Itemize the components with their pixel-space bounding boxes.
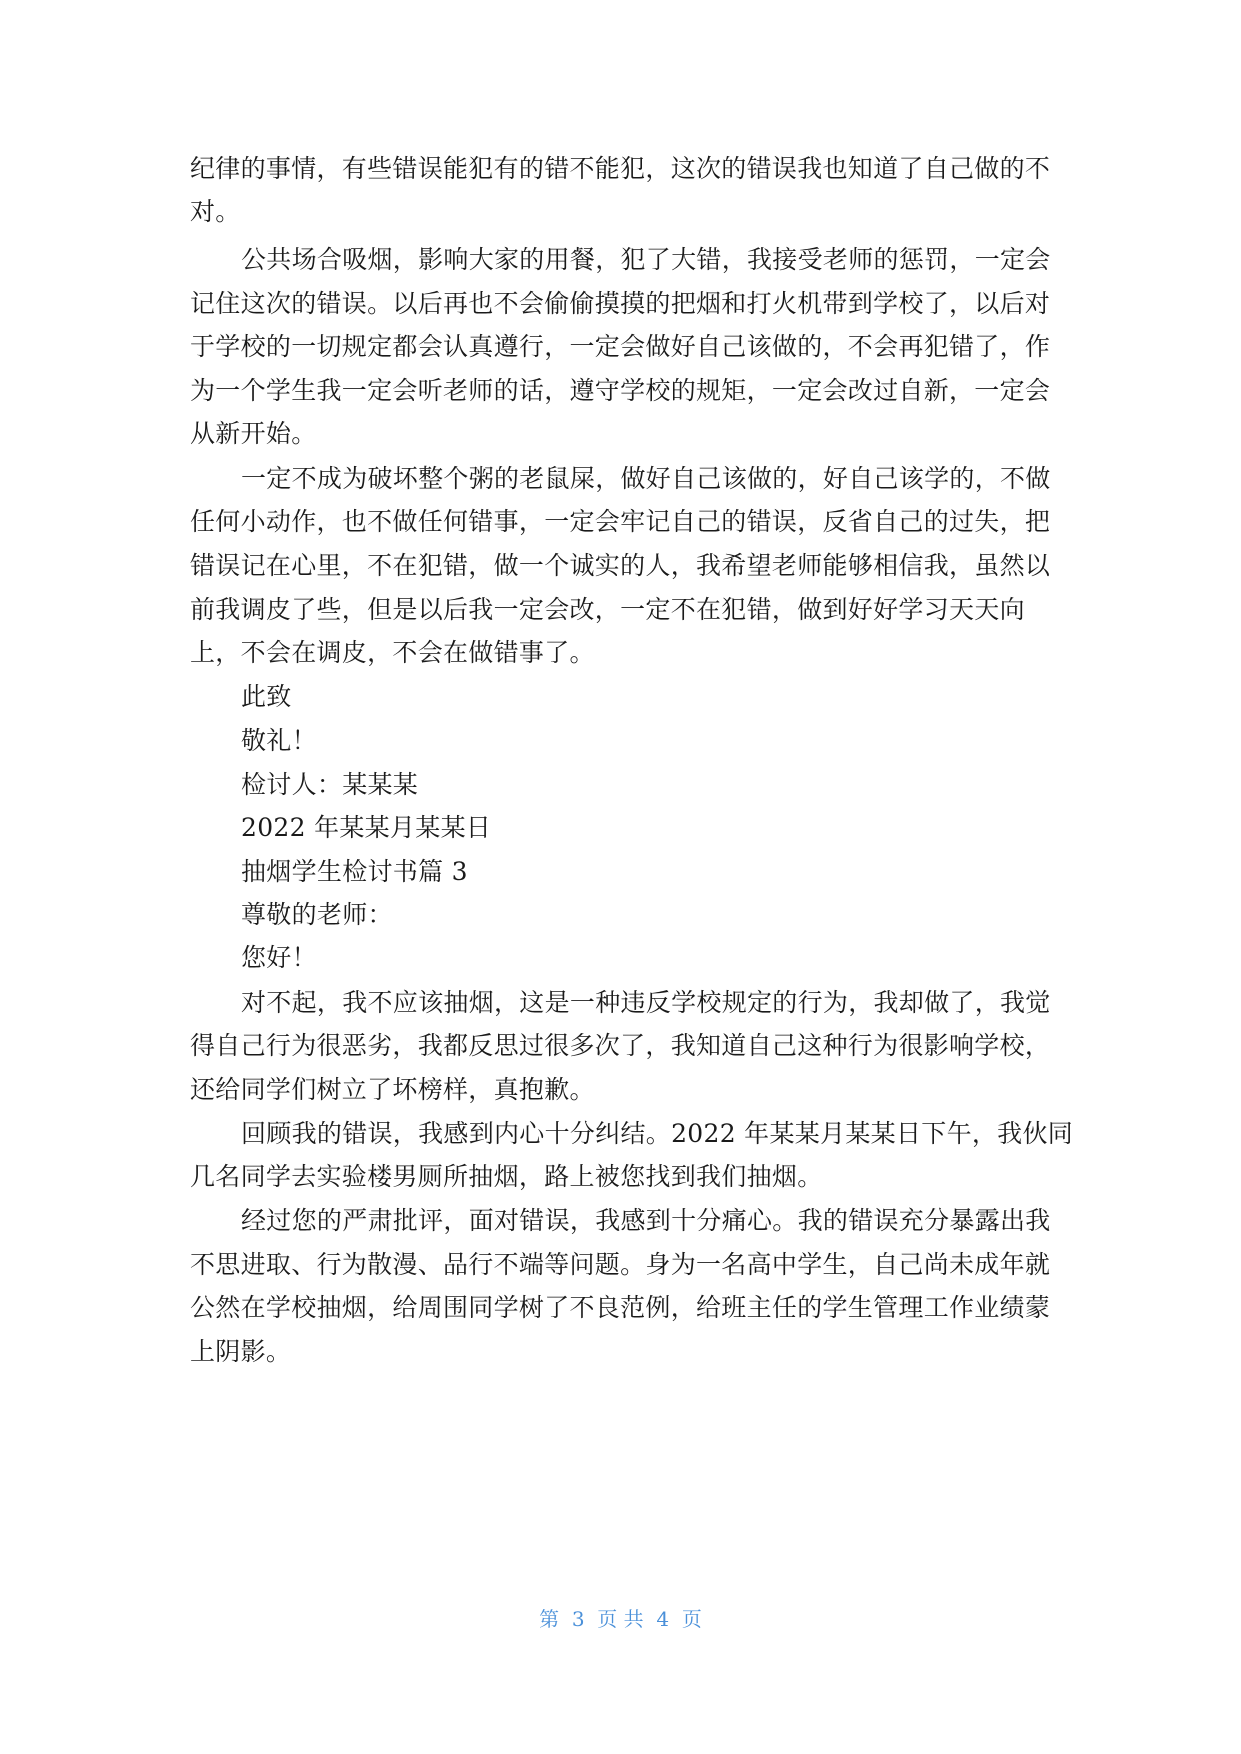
- closing-regards: 敬礼！: [241, 726, 317, 755]
- text-line: 纪律的事情，有些错误能犯有的错不能犯，这次的错误我也知道了自己做的不: [190, 154, 1051, 183]
- page-number-footer: 第 3 页 共 4 页: [539, 1607, 702, 1631]
- greeting-line: 您好！: [241, 943, 317, 972]
- paragraph-start-line: 回顾我的错误，我感到内心十分纠结。2022 年某某月某某日下午，我伙同: [241, 1119, 1074, 1148]
- date-line: 2022 年某某月某某日: [241, 813, 492, 842]
- text-line: 前我调皮了些，但是以后我一定会改，一定不在犯错，做到好好学习天天向: [190, 595, 1025, 624]
- text-line: 还给同学们树立了坏榜样，真抱歉。: [190, 1075, 595, 1104]
- paragraph-start-line: 一定不成为破坏整个粥的老鼠屎，做好自己该做的，好自己该学的，不做: [241, 464, 1051, 493]
- text-line: 对。: [190, 197, 241, 226]
- text-line: 从新开始。: [190, 419, 317, 448]
- text-line: 不思进取、行为散漫、品行不端等问题。身为一名高中学生，自己尚未成年就: [190, 1250, 1051, 1279]
- text-line: 上，不会在调皮，不会在做错事了。: [190, 638, 595, 667]
- section-title: 抽烟学生检讨书篇 3: [241, 857, 468, 886]
- text-line: 错误记在心里，不在犯错，做一个诚实的人，我希望老师能够相信我，虽然以: [190, 551, 1051, 580]
- text-line: 任何小动作，也不做任何错事，一定会牢记自己的错误，反省自己的过失，把: [190, 507, 1051, 536]
- text-line: 为一个学生我一定会听老师的话，遵守学校的规矩，一定会改过自新，一定会: [190, 376, 1051, 405]
- text-line: 公然在学校抽烟，给周围同学树了不良范例，给班主任的学生管理工作业绩蒙: [190, 1293, 1051, 1322]
- text-line: 上阴影。: [190, 1337, 292, 1366]
- text-line: 于学校的一切规定都会认真遵行，一定会做好自己该做的，不会再犯错了，作: [190, 332, 1051, 361]
- paragraph-start-line: 经过您的严肃批评，面对错误，我感到十分痛心。我的错误充分暴露出我: [241, 1206, 1051, 1235]
- signature-line: 检讨人：某某某: [241, 770, 419, 799]
- greeting-line: 尊敬的老师：: [241, 900, 393, 929]
- paragraph-start-line: 公共场合吸烟，影响大家的用餐，犯了大错，我接受老师的惩罚，一定会: [241, 245, 1051, 274]
- text-line: 得自己行为很恶劣，我都反思过很多次了，我知道自己这种行为很影响学校，: [190, 1031, 1051, 1060]
- text-line: 记住这次的错误。以后再也不会偷偷摸摸的把烟和打火机带到学校了，以后对: [190, 289, 1051, 318]
- paragraph-start-line: 对不起，我不应该抽烟，这是一种违反学校规定的行为，我却做了，我觉: [241, 988, 1051, 1017]
- closing-salutation: 此致: [241, 682, 292, 711]
- text-line: 几名同学去实验楼男厕所抽烟，路上被您找到我们抽烟。: [190, 1162, 823, 1191]
